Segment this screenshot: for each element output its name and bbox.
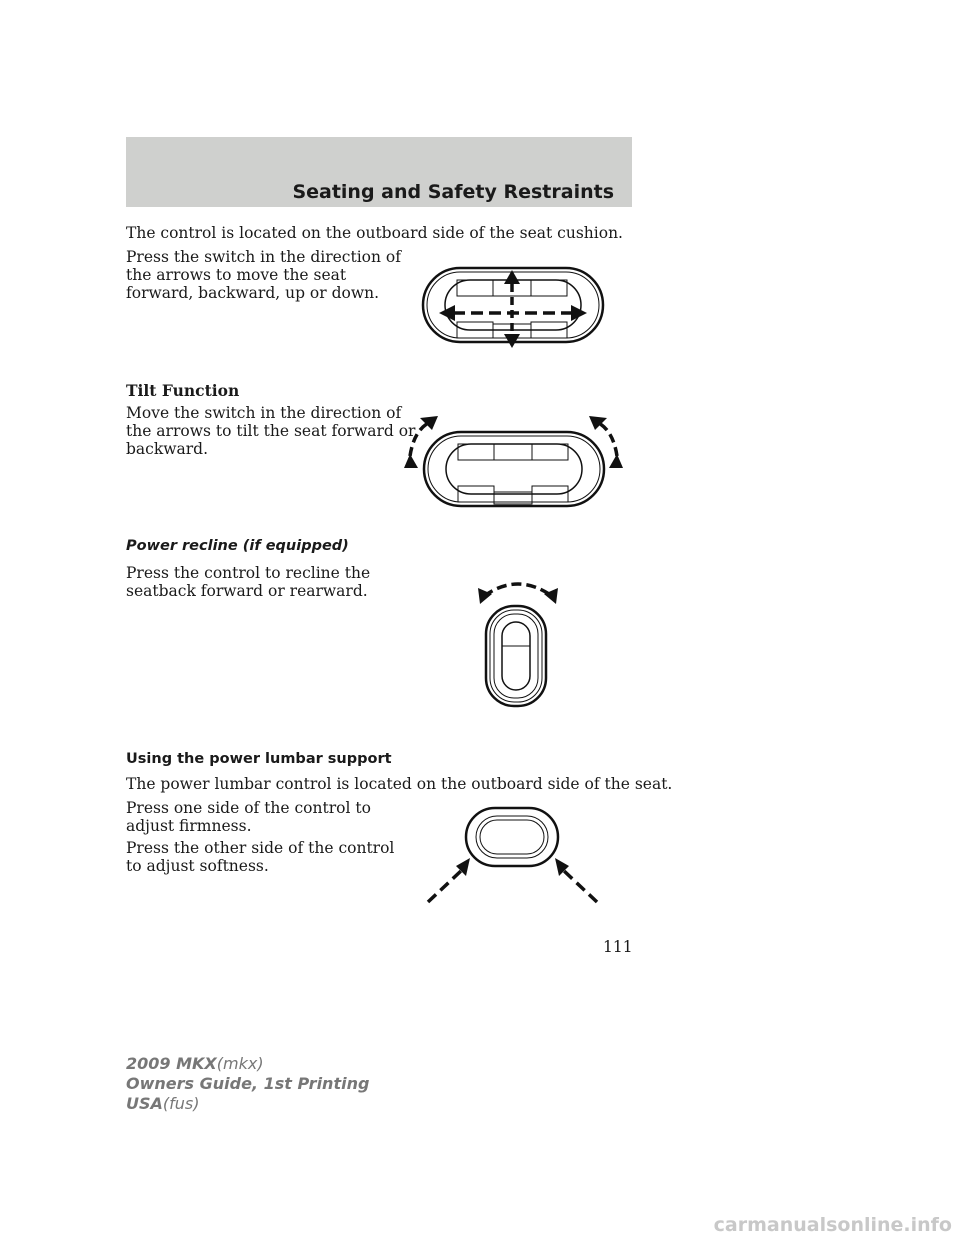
intro-paragraph: The control is located on the outboard side of the seat cushion. xyxy=(126,224,623,242)
footer-market-code: (fus) xyxy=(162,1094,200,1113)
lumbar-location-paragraph: The power lumbar control is located on the outboard side of the seat. xyxy=(126,775,673,793)
lumbar-heading: Using the power lumbar support xyxy=(126,751,392,767)
page-number: 111 xyxy=(603,938,633,956)
footer-printing: Owners Guide, 1st Printing xyxy=(126,1074,370,1093)
tilt-instructions: Move the switch in the direction of the arrows to tilt the seat forward or backward. xyxy=(126,404,416,458)
section-title: Seating and Safety Restraints xyxy=(292,181,614,203)
footer-model: 2009 MKX xyxy=(126,1054,217,1073)
seat-switch-tilt-figure xyxy=(396,408,631,513)
move-instructions: Press the switch in the direction of the arrows to move the seat forward, backward, up or down. xyxy=(126,248,401,302)
softness-instructions: Press the other side of the control to adjust softness. xyxy=(126,839,395,875)
tilt-heading: Tilt Function xyxy=(126,381,240,400)
footer-market: USA xyxy=(126,1094,163,1113)
footer-model-code: (mkx) xyxy=(216,1054,264,1073)
recline-heading: Power recline (if equipped) xyxy=(126,538,349,554)
firmness-instructions: Press one side of the control to adjust firmness. xyxy=(126,799,371,835)
seat-switch-move-figure xyxy=(415,262,610,352)
recline-switch-figure xyxy=(470,574,570,710)
watermark: carmanualsonline.info xyxy=(713,1214,952,1236)
lumbar-control-figure xyxy=(420,800,605,910)
section-header-bar xyxy=(126,137,632,207)
recline-instructions: Press the control to recline the seatback forward or rearward. xyxy=(126,564,371,600)
document-footer xyxy=(126,1054,369,1114)
